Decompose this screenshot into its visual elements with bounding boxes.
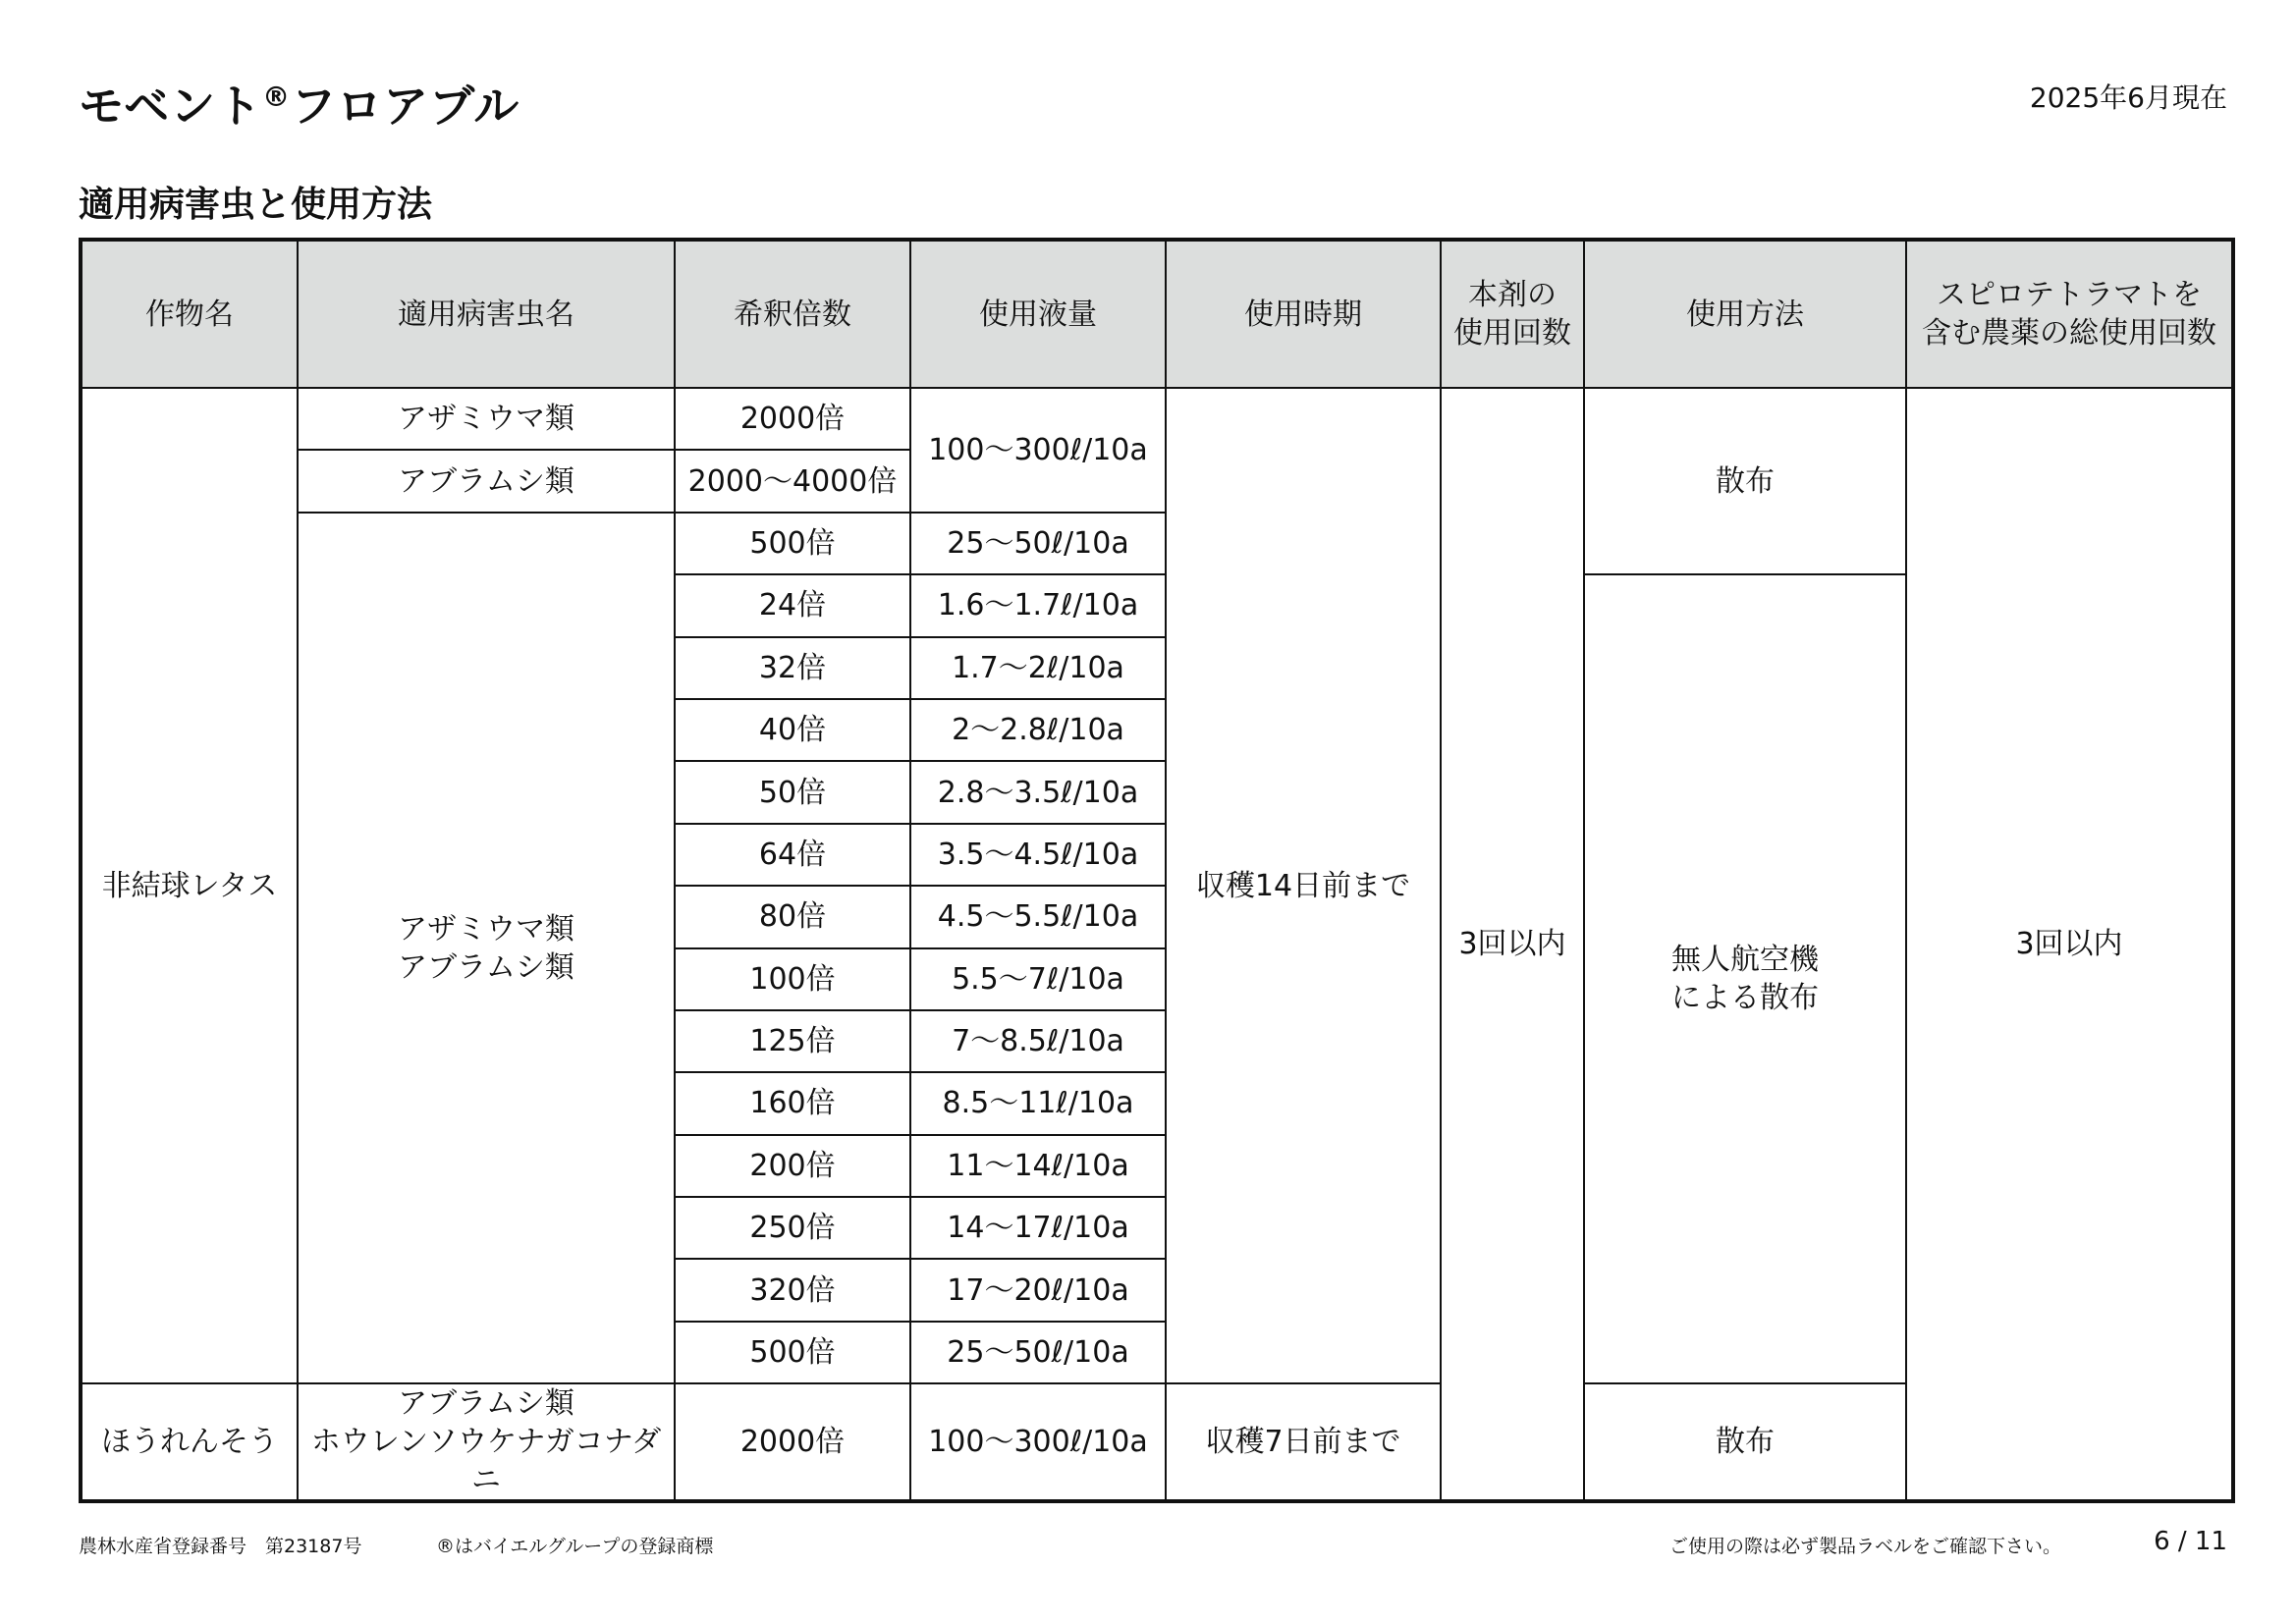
dilution-cell: 125倍 xyxy=(675,1010,910,1072)
volume-cell: 5.5～7ℓ/10a xyxy=(910,948,1166,1010)
pest-cell: アザミウマ類 アブラムシ類 xyxy=(298,513,675,1383)
volume-cell: 1.7～2ℓ/10a xyxy=(910,637,1166,699)
count-cell: 3回以内 xyxy=(1441,388,1584,1501)
volume-cell: 100～300ℓ/10a xyxy=(910,388,1166,513)
timing-cell: 収穫14日前まで xyxy=(1166,388,1441,1383)
application-table xyxy=(79,238,2235,1503)
volume-cell: 25～50ℓ/10a xyxy=(910,1322,1166,1383)
volume-cell: 25～50ℓ/10a xyxy=(910,513,1166,574)
volume-cell: 14～17ℓ/10a xyxy=(910,1197,1166,1259)
crop-cell: ほうれんそう xyxy=(81,1383,298,1501)
dilution-cell: 2000倍 xyxy=(675,1383,910,1501)
volume-cell: 11～14ℓ/10a xyxy=(910,1135,1166,1197)
page-number: 6 / 11 xyxy=(2154,1527,2227,1556)
pest-cell: アブラムシ類 ホウレンソウケナガコナダニ xyxy=(298,1383,675,1501)
volume-cell: 100～300ℓ/10a xyxy=(910,1383,1166,1501)
dilution-cell: 50倍 xyxy=(675,761,910,823)
section-title: 適用病害虫と使用方法 xyxy=(79,185,433,225)
col-header-total-count: スピロテトラマトを 含む農薬の総使用回数 xyxy=(1906,240,2233,388)
pest-cell: アブラムシ類 xyxy=(298,450,675,512)
dilution-cell: 24倍 xyxy=(675,574,910,636)
dilution-cell: 200倍 xyxy=(675,1135,910,1197)
col-header-pest: 適用病害虫名 xyxy=(298,240,675,388)
dilution-cell: 500倍 xyxy=(675,1322,910,1383)
crop-cell: 非結球レタス xyxy=(81,388,298,1383)
volume-cell: 2～2.8ℓ/10a xyxy=(910,699,1166,761)
volume-cell: 3.5～4.5ℓ/10a xyxy=(910,824,1166,886)
col-header-dilution: 希釈倍数 xyxy=(675,240,910,388)
registered-mark: ® xyxy=(262,81,292,113)
col-header-count: 本剤の 使用回数 xyxy=(1441,240,1584,388)
volume-cell: 8.5～11ℓ/10a xyxy=(910,1072,1166,1134)
trademark-note: ®はバイエルグループの登録商標 xyxy=(436,1536,714,1557)
dilution-cell: 2000～4000倍 xyxy=(675,450,910,512)
volume-cell: 17～20ℓ/10a xyxy=(910,1259,1166,1321)
label-check-note: ご使用の際は必ず製品ラベルをご確認下さい。 xyxy=(1669,1536,2062,1557)
col-header-crop: 作物名 xyxy=(81,240,298,388)
volume-cell: 2.8～3.5ℓ/10a xyxy=(910,761,1166,823)
col-header-method: 使用方法 xyxy=(1584,240,1906,388)
dilution-cell: 80倍 xyxy=(675,886,910,947)
dilution-cell: 64倍 xyxy=(675,824,910,886)
header-row xyxy=(81,240,2233,388)
dilution-cell: 40倍 xyxy=(675,699,910,761)
method-cell: 散布 xyxy=(1584,1383,1906,1501)
as-of-date: 2025年6月現在 xyxy=(2029,81,2227,114)
col-header-timing: 使用時期 xyxy=(1166,240,1441,388)
col-header-volume: 使用液量 xyxy=(910,240,1166,388)
table-row xyxy=(81,388,2233,450)
total-count-cell: 3回以内 xyxy=(1906,388,2233,1501)
dilution-cell: 160倍 xyxy=(675,1072,910,1134)
dilution-cell: 100倍 xyxy=(675,948,910,1010)
volume-cell: 4.5～5.5ℓ/10a xyxy=(910,886,1166,947)
volume-cell: 7～8.5ℓ/10a xyxy=(910,1010,1166,1072)
dilution-cell: 320倍 xyxy=(675,1259,910,1321)
dilution-cell: 2000倍 xyxy=(675,388,910,450)
dilution-cell: 32倍 xyxy=(675,637,910,699)
dilution-cell: 500倍 xyxy=(675,513,910,574)
method-cell: 散布 xyxy=(1584,388,1906,574)
registration-number: 農林水産省登録番号 第23187号 xyxy=(79,1536,362,1557)
page-title: モベント®フロアブル xyxy=(79,80,520,133)
timing-cell: 収穫7日前まで xyxy=(1166,1383,1441,1501)
method-cell: 無人航空機 による散布 xyxy=(1584,574,1906,1383)
pest-cell: アザミウマ類 xyxy=(298,388,675,450)
volume-cell: 1.6～1.7ℓ/10a xyxy=(910,574,1166,636)
dilution-cell: 250倍 xyxy=(675,1197,910,1259)
